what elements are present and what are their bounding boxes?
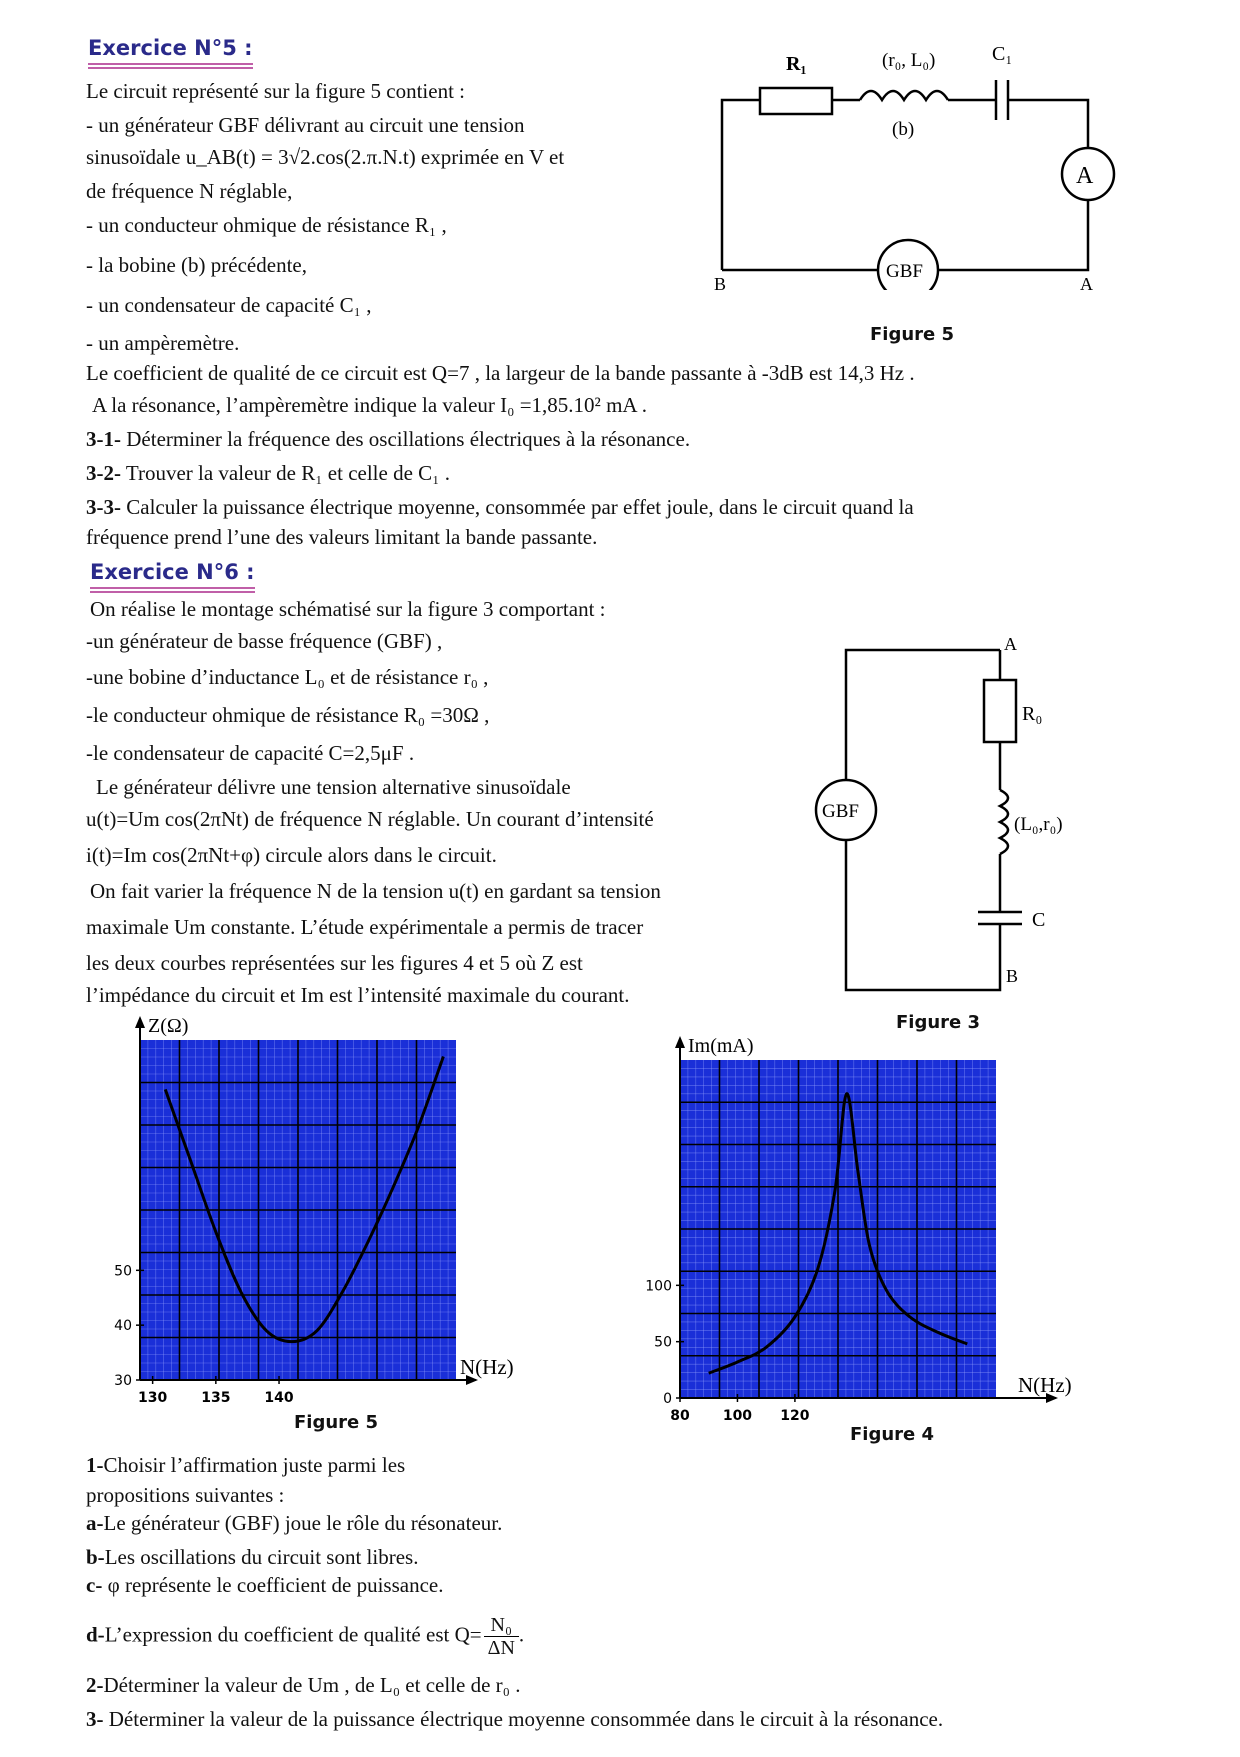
q-text: Choisir l’affirmation juste parmi les (103, 1453, 406, 1477)
ex6-line-10: maximale Um constante. L’étude expérimentale a permis de tracer (86, 915, 644, 939)
q-text: Déterminer la valeur de la puissance électrique moyenne consommée dans le circuit à la résonance. (103, 1707, 944, 1731)
chart-impedance (100, 1000, 560, 1420)
fraction-denominator: ΔN (487, 1637, 515, 1659)
q-num: 2- (86, 1673, 104, 1697)
y-tick-label: 100 (645, 1278, 672, 1295)
q-text: Trouver la valeur de R₁ et celle de C₁ . (121, 461, 450, 485)
q-num: 1- (86, 1453, 104, 1477)
label-node-b: B (1006, 966, 1019, 986)
opt-text: Les oscillations du circuit sont libres. (104, 1545, 419, 1569)
opt-num: a- (86, 1511, 104, 1535)
fraction (484, 1614, 519, 1659)
ex6-question-1-cont: propositions suivantes : (86, 1483, 285, 1507)
figure-5-circuit-caption: Figure 5 (870, 324, 955, 345)
ex6-line-3: -une bobine d’inductance L₀ et de résistance r₀ , (86, 665, 489, 689)
y-tick-label: 50 (114, 1263, 132, 1280)
q-text: Déterminer la valeur de Um , de L₀ et celle de r₀ . (103, 1673, 521, 1697)
label-coil: (r₀, L₀) (882, 50, 936, 71)
ex5-question-3-2 (86, 460, 450, 486)
ex5-line-8: - un ampèremètre. (86, 331, 240, 355)
ex6-option-c (86, 1572, 444, 1598)
opt-text: Le générateur (GBF) joue le rôle du résonateur. (103, 1511, 503, 1535)
x-tick-label: 135 (201, 1390, 231, 1406)
ex6-question-3 (86, 1706, 943, 1732)
q-num: 3- (86, 1707, 104, 1731)
coil-l0-r0 (1000, 790, 1008, 854)
ex5-line-4: de fréquence N réglable, (86, 179, 293, 203)
y-tick-label: 40 (114, 1318, 132, 1335)
x-tick-label: 120 (780, 1408, 810, 1424)
label-coil: (L₀,r₀) (1014, 814, 1063, 835)
opt-num: b- (86, 1545, 105, 1569)
ex5-line-2: - un générateur GBF délivrant au circuit une tension (86, 113, 525, 137)
y-tick-label: 30 (114, 1373, 132, 1389)
ex5-line-9: Le coefficient de qualité de ce circuit est Q=7 , la largeur de la bande passante à -3dB est 14,3 Hz . (86, 361, 915, 385)
x-axis-label: N(Hz) (1018, 1373, 1072, 1397)
y-tick-label: 50 (654, 1334, 672, 1351)
q-text: Déterminer la fréquence des oscillations électriques à la résonance. (121, 427, 691, 451)
x-tick-label: 130 (138, 1390, 168, 1406)
label-c1: C₁ (992, 43, 1013, 65)
ex5-line-5: - un conducteur ohmique de résistance R₁ , (86, 213, 447, 237)
ex6-option-b (86, 1544, 418, 1570)
ex5-question-3-3-cont: fréquence prend l’une des valeurs limitant la bande passante. (86, 525, 598, 549)
y-axis-label: Z(Ω) (148, 1015, 189, 1037)
figure-3-circuit (800, 620, 1100, 1000)
ex6-line-6: Le générateur délivre une tension alternative sinusoïdale (96, 775, 571, 799)
x-tick-label: 100 (722, 1408, 753, 1424)
exercise-6-title: Exercice N°6 : (90, 560, 255, 584)
ex6-option-a (86, 1510, 502, 1536)
ex6-line-12: l’impédance du circuit et Im est l’intensité maximale du courant. (86, 983, 630, 1007)
x-tick-label: 80 (670, 1408, 690, 1424)
y-axis-arrow (675, 1036, 685, 1048)
label-c: C (1032, 909, 1046, 931)
ex6-line-11: les deux courbes représentées sur les figures 4 et 5 où Z est (86, 951, 583, 975)
x-axis-label: N(Hz) (460, 1355, 514, 1379)
opt-text: φ représente le coefficient de puissance. (102, 1573, 444, 1597)
opt-num: d- (86, 1622, 105, 1647)
figure-5-circuit (700, 40, 1130, 290)
resistor-r1 (760, 88, 832, 114)
ex5-line-10: A la résonance, l’ampèremètre indique la valeur I₀ =1,85.10² mA . (92, 393, 647, 417)
ex5-line-1: Le circuit représenté sur la figure 5 contient : (86, 79, 466, 103)
figure-5-chart-caption: Figure 5 (294, 1412, 379, 1433)
figure-3-caption: Figure 3 (896, 1012, 981, 1033)
ex6-line-8: i(t)=Im cos(2πNt+φ) circule alors dans le circuit. (86, 843, 497, 867)
q-num: 3-1- (86, 427, 121, 451)
ex5-line-7: - un condensateur de capacité C₁ , (86, 293, 372, 317)
opt-text: L’expression du coefficient de qualité est Q= (104, 1622, 482, 1647)
ex5-question-3-1 (86, 426, 690, 452)
fraction-numerator: N₀ (484, 1614, 519, 1637)
ex6-option-d: d-L’expression du coefficient de qualité est Q= $\frac{\text{N₀}}{\Delta N}$ . (86, 1614, 525, 1659)
ex5-question-3-3 (86, 494, 914, 520)
x-tick-label: 140 (264, 1390, 294, 1406)
ex6-question-1 (86, 1452, 405, 1478)
label-gbf: GBF (886, 261, 923, 282)
ex6-line-4: -le conducteur ohmique de résistance R₀ =30Ω , (86, 703, 490, 727)
label-coil-b: (b) (892, 119, 915, 140)
chart-current (630, 1018, 1080, 1438)
resistor-r0 (984, 680, 1016, 742)
label-node-a: A (1080, 274, 1093, 290)
ex6-line-5: -le condensateur de capacité C=2,5μF . (86, 741, 415, 765)
ex6-line-9: On fait varier la fréquence N de la tension u(t) en gardant sa tension (90, 879, 661, 903)
figure-4-chart-caption: Figure 4 (850, 1424, 935, 1445)
y-axis-label: Im(mA) (688, 1035, 754, 1057)
y-tick-label: 0 (663, 1391, 672, 1407)
label-r1: R₁ (786, 53, 807, 75)
opt-num: c- (86, 1573, 103, 1597)
ex6-question-2 (86, 1672, 520, 1698)
y-axis-arrow (135, 1016, 145, 1028)
exercise-5-title: Exercice N°5 : (88, 36, 253, 60)
label-node-a: A (1004, 634, 1017, 654)
ex6-line-7: u(t)=Um cos(2πNt) de fréquence N réglable. Un courant d’intensité (86, 807, 654, 831)
ex5-line-3: sinusoïdale u_AB(t) = 3√2.cos(2.π.N.t) exprimée en V et (86, 145, 565, 169)
q-num: 3-3- (86, 495, 121, 519)
ex6-line-2: -un générateur de basse fréquence (GBF) , (86, 629, 443, 653)
label-gbf: GBF (822, 801, 859, 822)
label-node-b: B (714, 274, 727, 290)
coil-b (860, 91, 948, 100)
q-num: 3-2- (86, 461, 121, 485)
ex5-line-6: - la bobine (b) précédente, (86, 253, 307, 277)
label-ammeter: A (1076, 163, 1094, 189)
q-text: Calculer la puissance électrique moyenne, consommée par effet joule, dans le circuit quand la (121, 495, 914, 519)
label-r0: R₀ (1022, 703, 1043, 725)
ex6-line-1: On réalise le montage schématisé sur la figure 3 comportant : (90, 597, 606, 621)
